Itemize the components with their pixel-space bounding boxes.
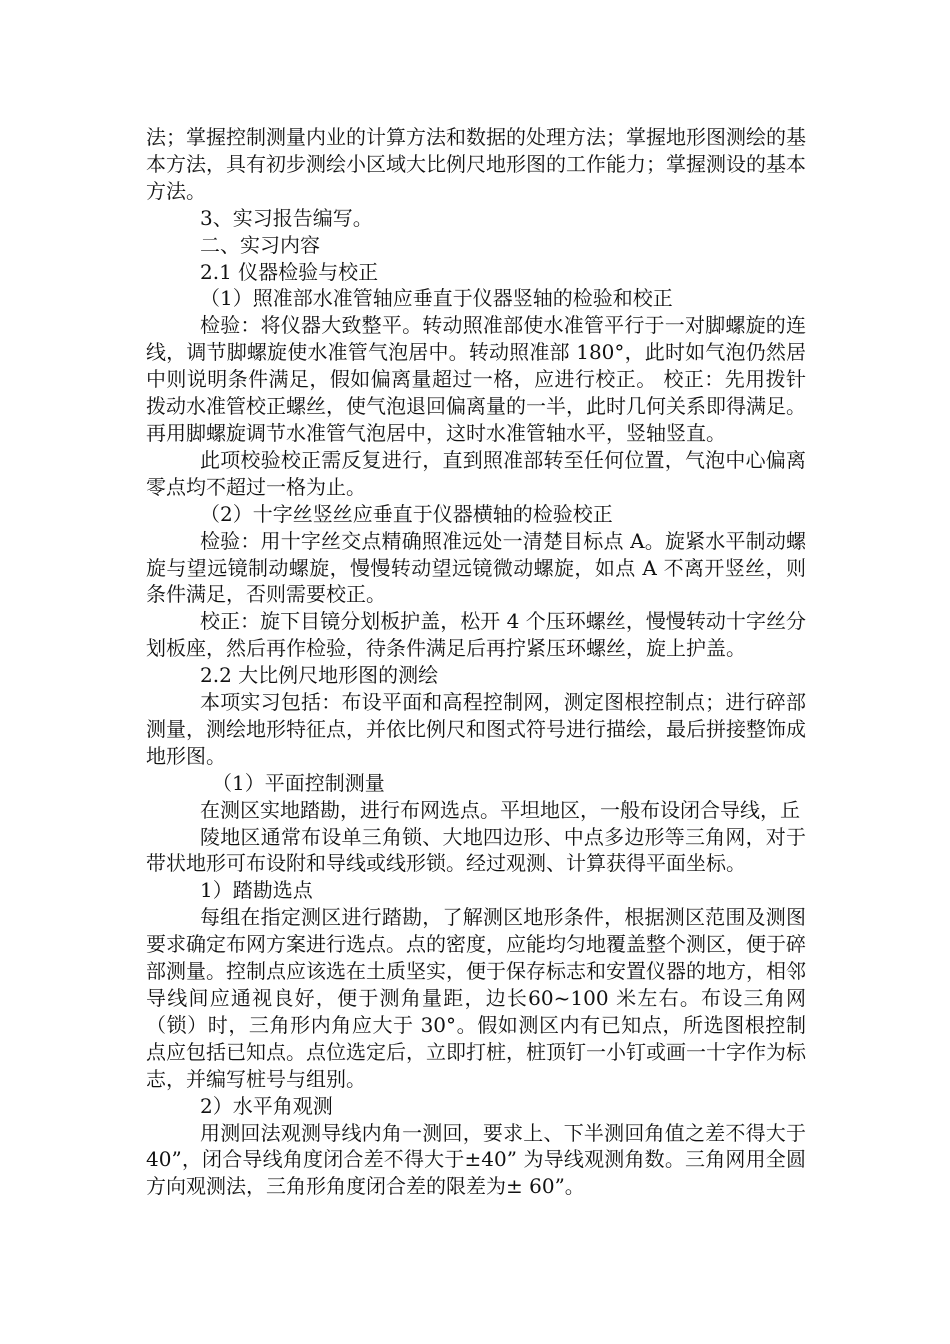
item-heading: （1）平面控制测量 bbox=[212, 770, 385, 795]
item-heading: （2）十字丝竖丝应垂直于仪器横轴的检验校正 bbox=[200, 501, 613, 526]
section-heading: 二、实习内容 bbox=[200, 232, 320, 257]
document-body bbox=[146, 124, 806, 1200]
paragraph: 在测区实地踏勘，进行布网选点。平坦地区，一般布设闭合导线，丘 bbox=[200, 797, 800, 822]
paragraph: 此项校验校正需反复进行，直到照准部转至任何位置，气泡中心偏离零点均不超过一格为止。 bbox=[146, 447, 806, 499]
list-item: 3、实习报告编写。 bbox=[200, 205, 373, 230]
paragraph: 每组在指定测区进行踏勘，了解测区地形条件，根据测区范围及测图要求确定布网方案进行选点。点的密度，应能均匀地覆盖整个测区，便于碎部测量。控制点应该选在土质坚实，便于保存标志和安置仪器的地方，相邻导线间应通视良好，便于测角量距，边长60~100 米左右。布设三角网（锁）时，三角形内角应大于 30°。假如测区内有已知点，所选图根控制点应包括已知点。点位选定后，立即打桩，桩顶钉一小钉或画一十字作为标志，并编写桩号与组别。 bbox=[146, 905, 806, 1091]
paragraph: 本项实习包括：布设平面和高程控制网，测定图根控制点；进行碎部测量，测绘地形特征点，并依比例尺和图式符号进行描绘，最后拼接整饰成地形图。 bbox=[146, 690, 806, 768]
subsection-heading: 2.1 仪器检验与校正 bbox=[200, 259, 379, 284]
paragraph: 陵地区通常布设单三角锁、大地四边形、中点多边形等三角网，对于带状地形可布设附和导线或线形锁。经过观测、计算获得平面坐标。 bbox=[146, 824, 806, 876]
item-heading: 1）踏勘选点 bbox=[200, 878, 313, 903]
subsection-heading: 2.2 大比例尺地形图的测绘 bbox=[200, 663, 439, 688]
paragraph: 检验：将仪器大致整平。转动照准部使水准管平行于一对脚螺旋的连线，调节脚螺旋使水准管气泡居中。转动照准部 180°，此时如气泡仍然居中则说明条件满足，假如偏离量超过一格，应进行校正。 校正：先用拨针拨动水准管校正螺丝，使气泡退回偏离量的一半，此时几何关系即得满足。再用脚螺旋调节水准管气泡居中，这时水准管轴水平，竖轴竖直。 bbox=[146, 313, 806, 445]
item-heading: 2）水平角观测 bbox=[200, 1093, 333, 1118]
paragraph: 用测回法观测导线内角一测回，要求上、下半测回角值之差不得大于 40”，闭合导线角度闭合差不得大于±40” 为导线观测角数。三角网用全圆方向观测法，三角形角度闭合差的限差为± 60”。 bbox=[146, 1120, 806, 1199]
paragraph: 法；掌握控制测量内业的计算方法和数据的处理方法；掌握地形图测绘的基本方法，具有初步测绘小区域大比例尺地形图的工作能力；掌握测设的基本方法。 bbox=[146, 125, 806, 203]
item-heading: （1）照准部水准管轴应垂直于仪器竖轴的检验和校正 bbox=[200, 286, 673, 311]
paragraph: 校正：旋下目镜分划板护盖，松开 4 个压环螺丝，慢慢转动十字丝分划板座，然后再作检验，待条件满足后再拧紧压环螺丝，旋上护盖。 bbox=[146, 609, 806, 661]
paragraph: 检验：用十字丝交点精确照准远处一清楚目标点 A。旋紧水平制动螺旋与望远镜制动螺旋，慢慢转动望远镜微动螺旋，如点 A 不离开竖丝，则条件满足，否则需要校正。 bbox=[146, 528, 806, 607]
